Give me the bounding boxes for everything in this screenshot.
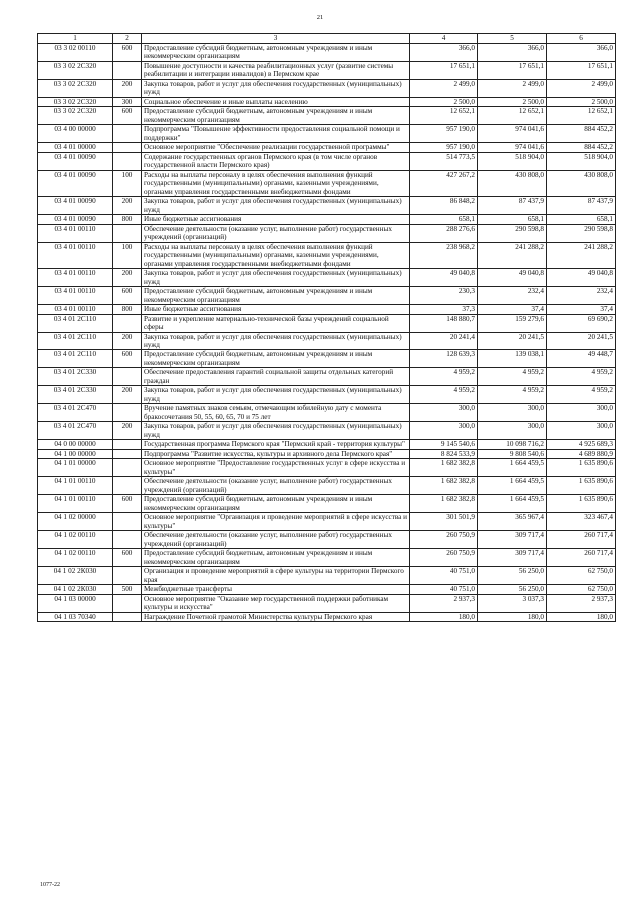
expense-type-cell: 200 — [113, 422, 142, 440]
table-row — [38, 44, 616, 62]
table-row — [38, 332, 616, 350]
code-cell: 03 4 01 00110 — [38, 287, 113, 305]
amount-col-6-cell: 69 690,2 — [547, 314, 616, 332]
amount-col-5-cell: 365 967,4 — [478, 513, 547, 531]
amount-col-4-cell: 366,0 — [410, 44, 478, 62]
amount-col-5-cell: 2 500,0 — [478, 97, 547, 106]
amount-col-4-cell: 427 267,2 — [410, 170, 478, 196]
description-cell: Основное мероприятие "Оказание мер государственной поддержки работникам культуры и искусства" — [142, 594, 410, 612]
footer-code: 1077-22 — [40, 882, 60, 888]
table-row — [38, 386, 616, 404]
expense-type-cell — [113, 368, 142, 386]
table-row — [38, 422, 616, 440]
code-cell: 03 4 01 2С470 — [38, 404, 113, 422]
amount-col-6-cell: 323 467,4 — [547, 513, 616, 531]
amount-col-4-cell: 4 959,2 — [410, 368, 478, 386]
amount-col-6-cell: 1 635 890,6 — [547, 477, 616, 495]
description-cell: Вручение памятных знаков семьям, отмечающим юбилейную дату с момента бракосочетания 50, 55, 60, 65, 70 и 75 лет — [142, 404, 410, 422]
description-cell: Предоставление субсидий бюджетным, автономным учреждениям и иным некоммерческим организациям — [142, 44, 410, 62]
description-cell: Иные бюджетные ассигнования — [142, 215, 410, 224]
expense-type-cell — [113, 314, 142, 332]
amount-col-4-cell: 86 848,2 — [410, 197, 478, 215]
amount-col-6-cell: 62 750,0 — [547, 585, 616, 594]
table-row — [38, 350, 616, 368]
amount-col-6-cell: 884 452,2 — [547, 125, 616, 143]
table-row — [38, 495, 616, 513]
amount-col-4-cell: 957 190,0 — [410, 125, 478, 143]
description-cell: Развитие и укрепление материально-технической базы учреждений социальной сферы — [142, 314, 410, 332]
amount-col-5-cell: 56 250,0 — [478, 567, 547, 585]
budget-table — [37, 33, 616, 622]
code-cell: 03 4 01 00000 — [38, 143, 113, 152]
amount-col-5-cell: 974 041,6 — [478, 125, 547, 143]
code-cell: 04 1 03 00000 — [38, 594, 113, 612]
amount-col-6-cell: 4 925 689,3 — [547, 440, 616, 449]
table-row — [38, 287, 616, 305]
expense-type-cell — [113, 152, 142, 170]
code-cell: 03 4 00 00000 — [38, 125, 113, 143]
amount-col-5-cell: 241 288,2 — [478, 242, 547, 268]
expense-type-cell — [113, 567, 142, 585]
amount-col-5-cell: 518 904,0 — [478, 152, 547, 170]
amount-col-5-cell: 49 040,8 — [478, 269, 547, 287]
amount-col-6-cell: 62 750,0 — [547, 567, 616, 585]
description-cell: Основное мероприятие "Организация и проведение мероприятий в сфере искусства и культуры" — [142, 513, 410, 531]
amount-col-5-cell: 12 652,1 — [478, 107, 547, 125]
amount-col-5-cell: 139 038,1 — [478, 350, 547, 368]
table-row — [38, 513, 616, 531]
description-cell: Предоставление субсидий бюджетным, автономным учреждениям и иным некоммерческим организациям — [142, 287, 410, 305]
expense-type-cell: 600 — [113, 287, 142, 305]
table-row — [38, 143, 616, 152]
expense-type-cell: 600 — [113, 350, 142, 368]
amount-col-6-cell: 366,0 — [547, 44, 616, 62]
expense-type-cell — [113, 594, 142, 612]
table-row — [38, 612, 616, 621]
amount-col-4-cell: 260 750,9 — [410, 531, 478, 549]
code-cell: 03 4 01 00090 — [38, 215, 113, 224]
amount-col-5-cell: 309 717,4 — [478, 531, 547, 549]
amount-col-6-cell: 658,1 — [547, 215, 616, 224]
code-cell: 03 4 01 00110 — [38, 305, 113, 314]
table-row — [38, 594, 616, 612]
description-cell: Межбюджетные трансферты — [142, 585, 410, 594]
table-row — [38, 215, 616, 224]
header-col-6: 6 — [547, 34, 616, 44]
description-cell: Закупка товаров, работ и услуг для обеспечения государственных (муниципальных) нужд — [142, 386, 410, 404]
table-row — [38, 440, 616, 449]
description-cell: Предоставление субсидий бюджетным, автономным учреждениям и иным некоммерческим организациям — [142, 107, 410, 125]
amount-col-6-cell: 87 437,9 — [547, 197, 616, 215]
amount-col-5-cell: 2 499,0 — [478, 79, 547, 97]
header-col-1: 1 — [38, 34, 113, 44]
description-cell: Закупка товаров, работ и услуг для обеспечения государственных (муниципальных) нужд — [142, 422, 410, 440]
amount-col-5-cell: 430 808,0 — [478, 170, 547, 196]
table-row — [38, 567, 616, 585]
description-cell: Государственная программа Пермского края "Пермский край - территория культуры" — [142, 440, 410, 449]
description-cell: Предоставление субсидий бюджетным, автономным учреждениям и иным некоммерческим организациям — [142, 350, 410, 368]
expense-type-cell — [113, 477, 142, 495]
amount-col-6-cell: 518 904,0 — [547, 152, 616, 170]
page-number: 21 — [316, 14, 324, 21]
amount-col-6-cell: 4 959,2 — [547, 368, 616, 386]
amount-col-5-cell: 3 037,3 — [478, 594, 547, 612]
amount-col-6-cell: 300,0 — [547, 422, 616, 440]
amount-col-6-cell: 1 635 890,6 — [547, 459, 616, 477]
amount-col-4-cell: 37,3 — [410, 305, 478, 314]
code-cell: 03 4 01 00110 — [38, 224, 113, 242]
amount-col-4-cell: 658,1 — [410, 215, 478, 224]
description-cell: Расходы на выплаты персоналу в целях обеспечения выполнения функций государственными (муниципальными) органами, казенными учреждениями, органами управления государственными внебюджетными фондами — [142, 242, 410, 268]
amount-col-5-cell: 658,1 — [478, 215, 547, 224]
amount-col-4-cell: 40 751,0 — [410, 567, 478, 585]
amount-col-6-cell: 884 452,2 — [547, 143, 616, 152]
amount-col-4-cell: 9 145 540,6 — [410, 440, 478, 449]
amount-col-5-cell: 4 959,2 — [478, 368, 547, 386]
amount-col-5-cell: 232,4 — [478, 287, 547, 305]
amount-col-5-cell: 309 717,4 — [478, 549, 547, 567]
table-row — [38, 224, 616, 242]
amount-col-5-cell: 290 598,8 — [478, 224, 547, 242]
expense-type-cell: 600 — [113, 44, 142, 62]
amount-col-5-cell: 159 279,6 — [478, 314, 547, 332]
amount-col-4-cell: 40 751,0 — [410, 585, 478, 594]
description-cell: Закупка товаров, работ и услуг для обеспечения государственных (муниципальных) нужд — [142, 332, 410, 350]
expense-type-cell: 200 — [113, 386, 142, 404]
amount-col-4-cell: 288 276,6 — [410, 224, 478, 242]
amount-col-5-cell: 974 041,6 — [478, 143, 547, 152]
code-cell: 03 3 02 2С320 — [38, 61, 113, 79]
code-cell: 03 4 01 00110 — [38, 242, 113, 268]
amount-col-4-cell: 49 040,8 — [410, 269, 478, 287]
amount-col-6-cell: 37,4 — [547, 305, 616, 314]
amount-col-5-cell: 37,4 — [478, 305, 547, 314]
code-cell: 03 3 02 2С320 — [38, 107, 113, 125]
code-cell: 03 4 01 00090 — [38, 152, 113, 170]
amount-col-4-cell: 148 880,7 — [410, 314, 478, 332]
table-row — [38, 170, 616, 196]
amount-col-4-cell: 238 968,2 — [410, 242, 478, 268]
expense-type-cell: 800 — [113, 305, 142, 314]
amount-col-4-cell: 12 652,1 — [410, 107, 478, 125]
table-row — [38, 314, 616, 332]
code-cell: 03 4 01 2С110 — [38, 332, 113, 350]
code-cell: 03 4 01 2С330 — [38, 386, 113, 404]
description-cell: Обеспечение деятельности (оказание услуг, выполнение работ) государственных учреждений (организаций) — [142, 477, 410, 495]
table-row — [38, 368, 616, 386]
expense-type-cell: 600 — [113, 495, 142, 513]
amount-col-6-cell: 1 635 890,6 — [547, 495, 616, 513]
code-cell: 04 1 02 00000 — [38, 513, 113, 531]
amount-col-4-cell: 2 937,3 — [410, 594, 478, 612]
expense-type-cell: 200 — [113, 269, 142, 287]
expense-type-cell — [113, 531, 142, 549]
description-cell: Предоставление субсидий бюджетным, автономным учреждениям и иным некоммерческим организациям — [142, 549, 410, 567]
description-cell: Социальное обеспечение и иные выплаты населению — [142, 97, 410, 106]
table-row — [38, 197, 616, 215]
code-cell: 03 4 01 00110 — [38, 269, 113, 287]
description-cell: Подпрограмма "Повышение эффективности предоставления социальной помощи и поддержки" — [142, 125, 410, 143]
amount-col-5-cell: 17 651,1 — [478, 61, 547, 79]
table-row — [38, 269, 616, 287]
amount-col-4-cell: 20 241,4 — [410, 332, 478, 350]
description-cell: Обеспечение предоставления гарантий социальной защиты отдельных категорий граждан — [142, 368, 410, 386]
description-cell: Повышение доступности и качества реабилитационных услуг (развитие системы реабилитации и интеграции инвалидов) в Пермском крае — [142, 61, 410, 79]
code-cell: 03 4 01 2С330 — [38, 368, 113, 386]
table-body — [38, 44, 616, 622]
expense-type-cell: 300 — [113, 97, 142, 106]
amount-col-6-cell: 49 040,8 — [547, 269, 616, 287]
table-row — [38, 585, 616, 594]
amount-col-6-cell: 180,0 — [547, 612, 616, 621]
expense-type-cell: 100 — [113, 242, 142, 268]
table-row — [38, 97, 616, 106]
amount-col-5-cell: 300,0 — [478, 404, 547, 422]
amount-col-4-cell: 1 682 382,8 — [410, 495, 478, 513]
amount-col-6-cell: 241 288,2 — [547, 242, 616, 268]
code-cell: 04 1 02 00110 — [38, 531, 113, 549]
amount-col-5-cell: 180,0 — [478, 612, 547, 621]
expense-type-cell — [113, 143, 142, 152]
description-cell: Подпрограмма "Развитие искусства, культуры и архивного дела Пермского края" — [142, 449, 410, 458]
code-cell: 03 3 02 00110 — [38, 44, 113, 62]
description-cell: Предоставление субсидий бюджетным, автономным учреждениям и иным некоммерческим организациям — [142, 495, 410, 513]
code-cell: 03 4 01 2С110 — [38, 350, 113, 368]
table-row — [38, 107, 616, 125]
amount-col-5-cell: 87 437,9 — [478, 197, 547, 215]
description-cell: Обеспечение деятельности (оказание услуг, выполнение работ) государственных учреждений (организаций) — [142, 531, 410, 549]
table-row — [38, 305, 616, 314]
code-cell: 03 3 02 2С320 — [38, 97, 113, 106]
expense-type-cell — [113, 224, 142, 242]
expense-type-cell — [113, 125, 142, 143]
table-row — [38, 242, 616, 268]
expense-type-cell — [113, 459, 142, 477]
amount-col-5-cell: 1 664 459,5 — [478, 459, 547, 477]
amount-col-4-cell: 1 682 382,8 — [410, 459, 478, 477]
expense-type-cell — [113, 440, 142, 449]
description-cell: Иные бюджетные ассигнования — [142, 305, 410, 314]
expense-type-cell: 800 — [113, 215, 142, 224]
expense-type-cell — [113, 61, 142, 79]
amount-col-6-cell: 17 651,1 — [547, 61, 616, 79]
amount-col-6-cell: 290 598,8 — [547, 224, 616, 242]
code-cell: 03 4 01 2С470 — [38, 422, 113, 440]
amount-col-4-cell: 957 190,0 — [410, 143, 478, 152]
amount-col-4-cell: 514 773,5 — [410, 152, 478, 170]
code-cell: 04 1 03 70340 — [38, 612, 113, 621]
expense-type-cell — [113, 404, 142, 422]
description-cell: Содержание государственных органов Пермского края (в том числе органов государственной власти Пермского края) — [142, 152, 410, 170]
amount-col-4-cell: 1 682 382,8 — [410, 477, 478, 495]
amount-col-6-cell: 260 717,4 — [547, 549, 616, 567]
code-cell: 03 4 01 00090 — [38, 197, 113, 215]
table-header-row — [38, 34, 616, 44]
amount-col-6-cell: 4 689 880,9 — [547, 449, 616, 458]
code-cell: 03 4 01 2С110 — [38, 314, 113, 332]
header-col-4: 4 — [410, 34, 478, 44]
code-cell: 04 1 01 00000 — [38, 459, 113, 477]
amount-col-4-cell: 300,0 — [410, 404, 478, 422]
amount-col-4-cell: 180,0 — [410, 612, 478, 621]
description-cell: Закупка товаров, работ и услуг для обеспечения государственных (муниципальных) нужд — [142, 269, 410, 287]
description-cell: Обеспечение деятельности (оказание услуг, выполнение работ) государственных учреждений (организаций) — [142, 224, 410, 242]
header-col-3: 3 — [142, 34, 410, 44]
expense-type-cell: 100 — [113, 170, 142, 196]
amount-col-4-cell: 300,0 — [410, 422, 478, 440]
code-cell: 04 1 02 2К030 — [38, 567, 113, 585]
amount-col-4-cell: 260 750,9 — [410, 549, 478, 567]
amount-col-5-cell: 10 098 716,2 — [478, 440, 547, 449]
amount-col-6-cell: 2 499,0 — [547, 79, 616, 97]
amount-col-6-cell: 20 241,5 — [547, 332, 616, 350]
code-cell: 03 4 01 00090 — [38, 170, 113, 196]
amount-col-5-cell: 300,0 — [478, 422, 547, 440]
amount-col-6-cell: 260 717,4 — [547, 531, 616, 549]
code-cell: 04 1 01 00110 — [38, 495, 113, 513]
table-row — [38, 61, 616, 79]
table-row — [38, 449, 616, 458]
amount-col-5-cell: 20 241,5 — [478, 332, 547, 350]
table-row — [38, 404, 616, 422]
expense-type-cell — [113, 449, 142, 458]
description-cell: Расходы на выплаты персоналу в целях обеспечения выполнения функций государственными (муниципальными) органами, казенными учреждениями, органами управления государственными внебюджетными фондами — [142, 170, 410, 196]
expense-type-cell: 200 — [113, 197, 142, 215]
code-cell: 04 1 00 00000 — [38, 449, 113, 458]
table-row — [38, 531, 616, 549]
table-row — [38, 152, 616, 170]
amount-col-5-cell: 1 664 459,5 — [478, 495, 547, 513]
description-cell: Закупка товаров, работ и услуг для обеспечения государственных (муниципальных) нужд — [142, 197, 410, 215]
table-row — [38, 459, 616, 477]
amount-col-6-cell: 430 808,0 — [547, 170, 616, 196]
amount-col-4-cell: 2 499,0 — [410, 79, 478, 97]
amount-col-4-cell: 4 959,2 — [410, 386, 478, 404]
description-cell: Закупка товаров, работ и услуг для обеспечения государственных (муниципальных) нужд — [142, 79, 410, 97]
amount-col-5-cell: 366,0 — [478, 44, 547, 62]
amount-col-6-cell: 300,0 — [547, 404, 616, 422]
amount-col-6-cell: 2 500,0 — [547, 97, 616, 106]
table-row — [38, 549, 616, 567]
table-row — [38, 125, 616, 143]
amount-col-5-cell: 9 808 540,6 — [478, 449, 547, 458]
amount-col-6-cell: 49 448,7 — [547, 350, 616, 368]
header-col-2: 2 — [113, 34, 142, 44]
amount-col-4-cell: 2 500,0 — [410, 97, 478, 106]
expense-type-cell: 500 — [113, 585, 142, 594]
amount-col-6-cell: 4 959,2 — [547, 386, 616, 404]
expense-type-cell — [113, 513, 142, 531]
expense-type-cell — [113, 612, 142, 621]
code-cell: 04 1 02 2К030 — [38, 585, 113, 594]
amount-col-4-cell: 230,3 — [410, 287, 478, 305]
expense-type-cell: 200 — [113, 332, 142, 350]
code-cell: 04 1 01 00110 — [38, 477, 113, 495]
description-cell: Организация и проведение мероприятий в сфере культуры на территории Пермского края — [142, 567, 410, 585]
description-cell: Основное мероприятие "Предоставление государственных услуг в сфере искусства и культуры" — [142, 459, 410, 477]
description-cell: Награждение Почетной грамотой Министерства культуры Пермского края — [142, 612, 410, 621]
code-cell: 04 0 00 00000 — [38, 440, 113, 449]
expense-type-cell: 600 — [113, 107, 142, 125]
code-cell: 03 3 02 2С320 — [38, 79, 113, 97]
expense-type-cell: 600 — [113, 549, 142, 567]
amount-col-5-cell: 4 959,2 — [478, 386, 547, 404]
description-cell: Основное мероприятие "Обеспечение реализации государственной программы" — [142, 143, 410, 152]
amount-col-5-cell: 56 250,0 — [478, 585, 547, 594]
amount-col-6-cell: 2 937,3 — [547, 594, 616, 612]
amount-col-4-cell: 128 639,3 — [410, 350, 478, 368]
amount-col-4-cell: 8 824 533,9 — [410, 449, 478, 458]
table-row — [38, 477, 616, 495]
header-col-5: 5 — [478, 34, 547, 44]
amount-col-6-cell: 232,4 — [547, 287, 616, 305]
amount-col-5-cell: 1 664 459,5 — [478, 477, 547, 495]
amount-col-6-cell: 12 652,1 — [547, 107, 616, 125]
table-row — [38, 79, 616, 97]
amount-col-4-cell: 301 501,9 — [410, 513, 478, 531]
amount-col-4-cell: 17 651,1 — [410, 61, 478, 79]
expense-type-cell: 200 — [113, 79, 142, 97]
code-cell: 04 1 02 00110 — [38, 549, 113, 567]
